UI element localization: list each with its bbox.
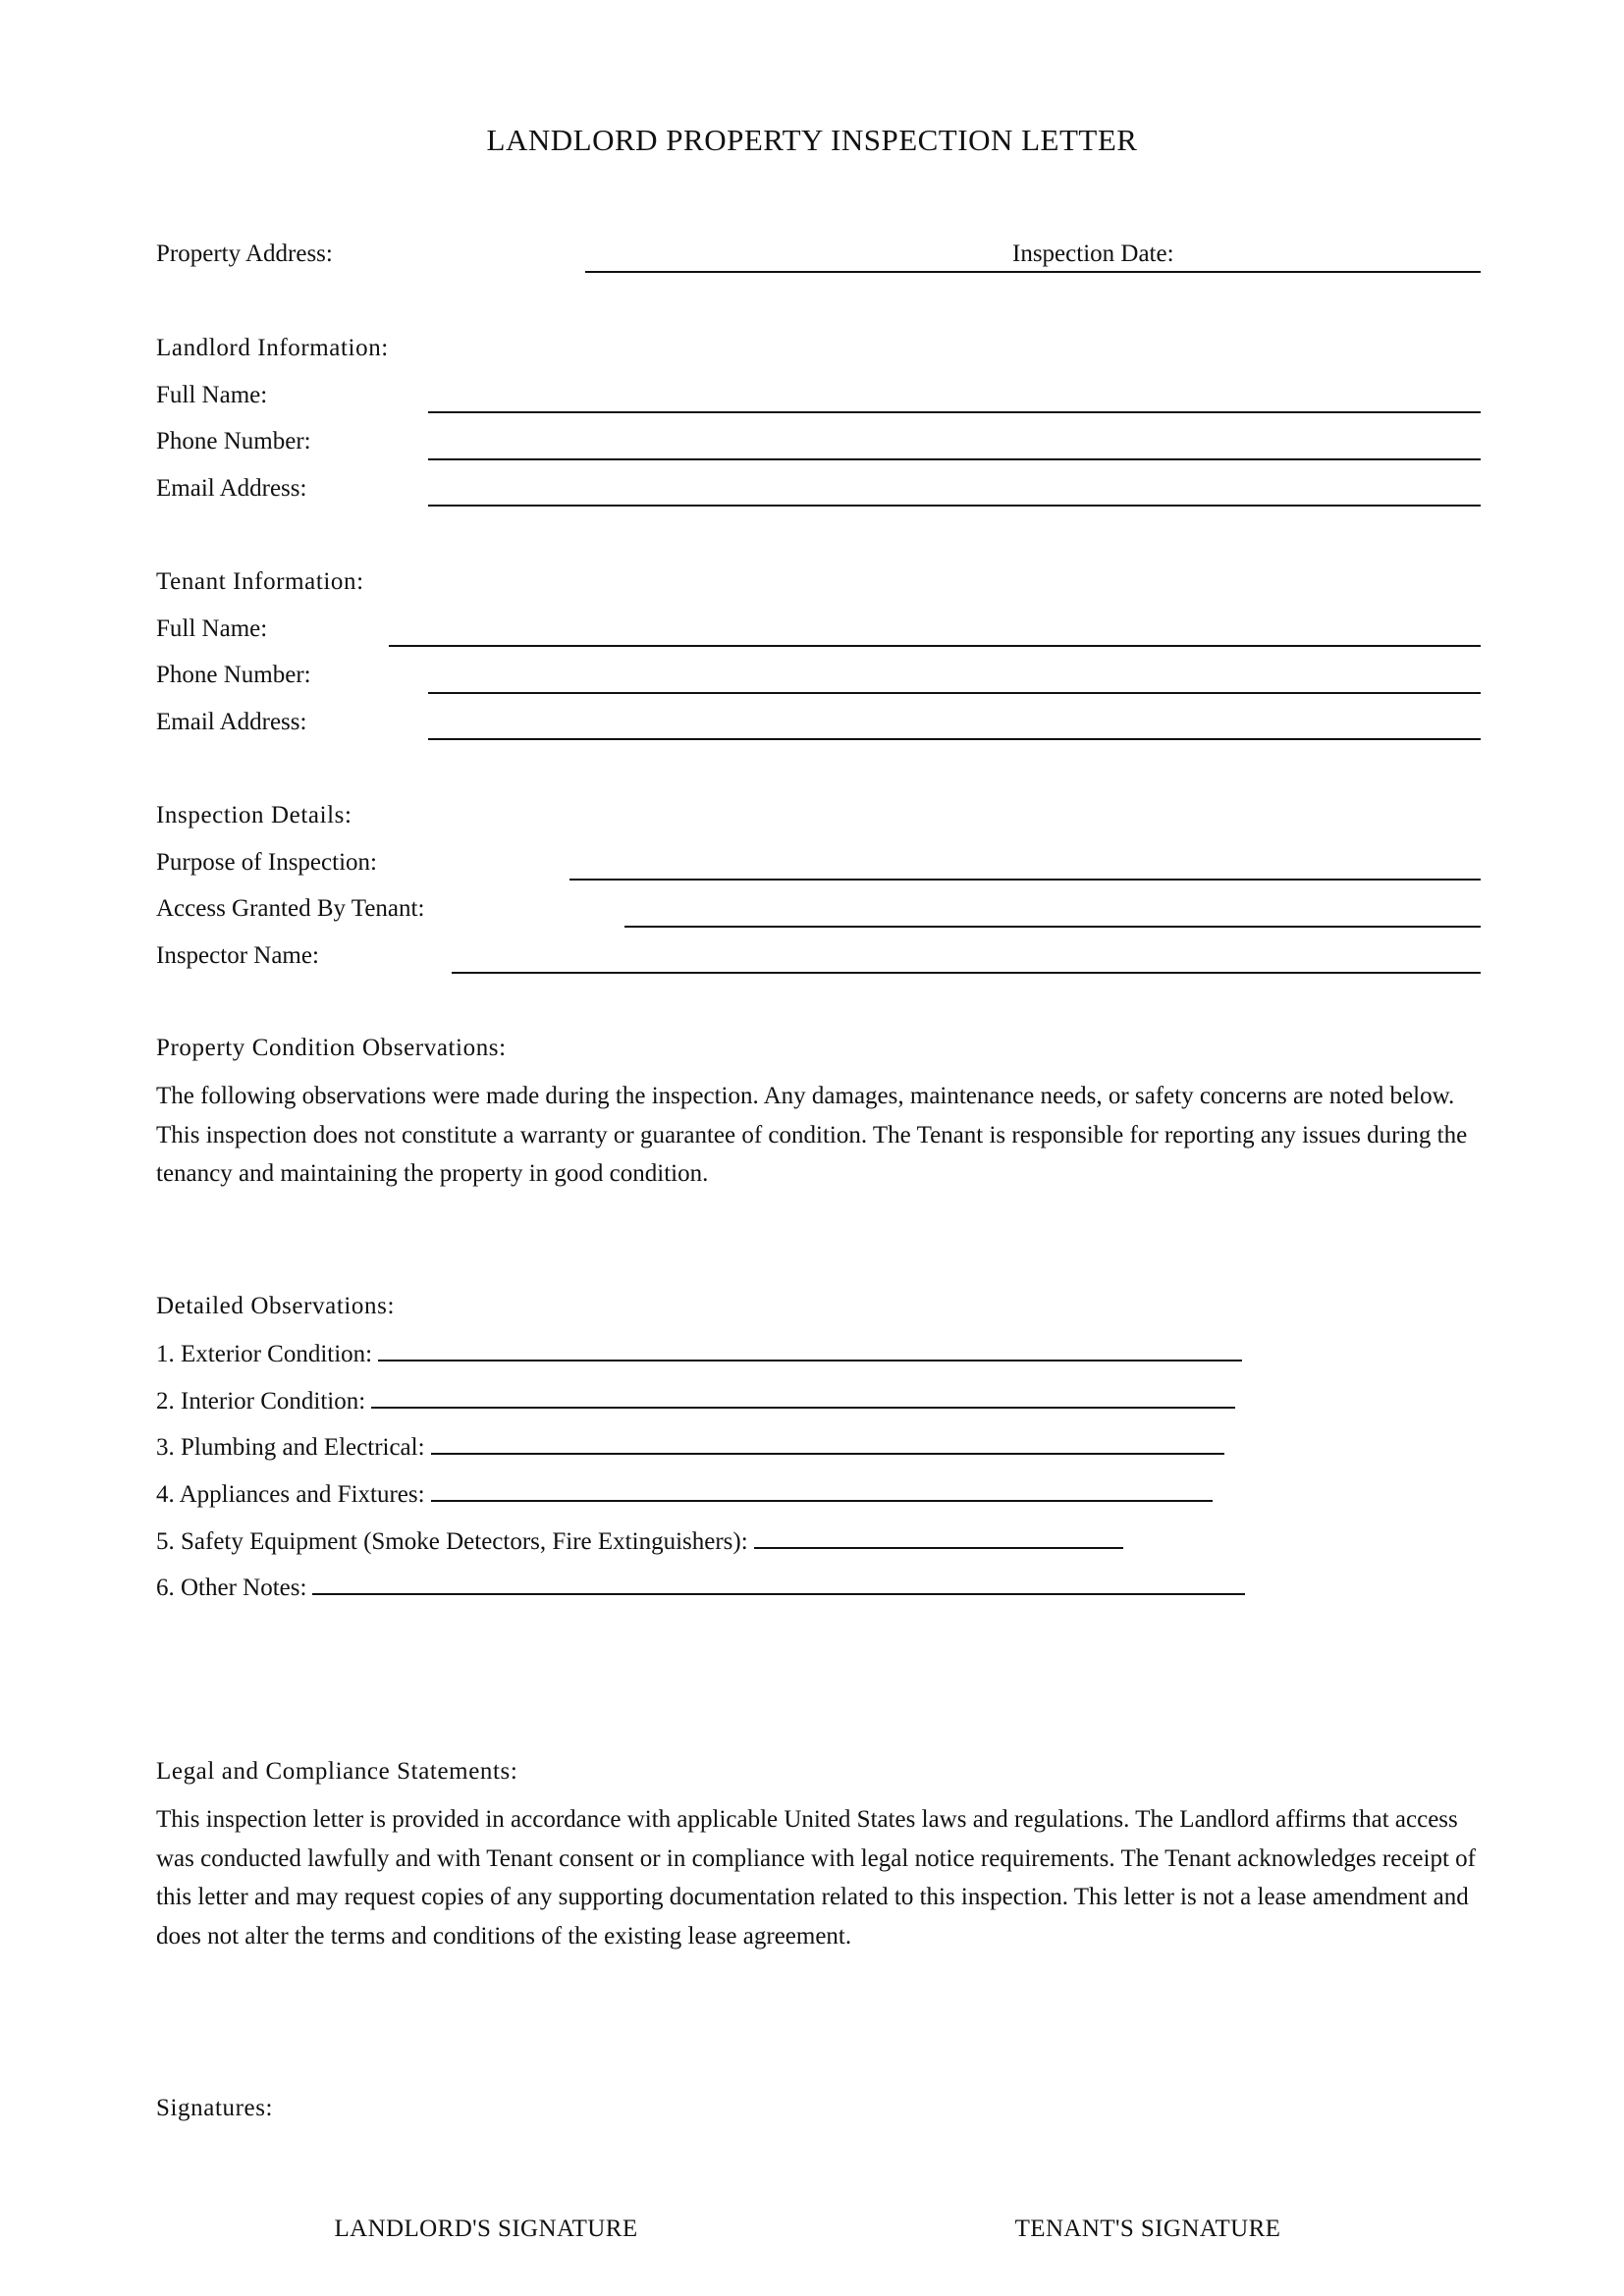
observation-item <box>156 1572 1245 1603</box>
tenant-section-heading: Tenant Information: <box>156 568 364 595</box>
tenant-full-name-field[interactable] <box>389 645 1481 647</box>
tenant-phone-field[interactable] <box>428 692 1481 694</box>
observation-label: 1. Exterior Condition: <box>156 1341 373 1367</box>
condition-paragraph: The following observations were made during the inspection. Any damages, maintenance needs, or safety concerns are noted below. This inspection does not constitute a warranty or guarantee of condition. The Tenant is responsible for reporting any issues during the tenancy and maintaining the property in good condition. <box>156 1083 1468 1187</box>
purpose-field[interactable] <box>569 879 1481 881</box>
legal-heading: Legal and Compliance Statements: <box>156 1758 518 1785</box>
observation-label: 2. Interior Condition: <box>156 1388 366 1415</box>
inspection-details-heading: Inspection Details: <box>156 802 352 828</box>
legal-paragraph: This inspection letter is provided in accordance with applicable United States laws and regulations. The Landlord affirms that access was conducted lawfully and with Tenant consent or in compliance with legal notice requirements. The Tenant acknowledges receipt of this letter and may request copies of any supporting documentation related to this inspection. This letter is not a lease amendment and does not alter the terms and conditions of the existing lease agreement. <box>156 1806 1476 1949</box>
property-address-label: Property Address: <box>156 240 333 267</box>
observation-field-other[interactable] <box>312 1572 1245 1595</box>
tenant-signature-label: TENANT'S SIGNATURE <box>1014 2216 1281 2242</box>
landlord-full-name-field[interactable] <box>428 411 1481 413</box>
observation-label: 4. Appliances and Fixtures: <box>156 1481 425 1508</box>
inspection-date-label: Inspection Date: <box>1012 240 1174 267</box>
property-address-field[interactable] <box>585 271 1481 273</box>
observation-item <box>156 1431 1224 1463</box>
tenant-phone-label: Phone Number: <box>156 662 311 688</box>
observation-item <box>156 1338 1242 1369</box>
inspector-name-label: Inspector Name: <box>156 942 319 969</box>
observation-item <box>156 1385 1235 1416</box>
observation-field-safety[interactable] <box>754 1525 1123 1549</box>
observation-label: 6. Other Notes: <box>156 1575 307 1601</box>
tenant-email-label: Email Address: <box>156 709 307 735</box>
observations-heading: Detailed Observations: <box>156 1293 395 1319</box>
purpose-label: Purpose of Inspection: <box>156 849 377 876</box>
landlord-phone-label: Phone Number: <box>156 428 311 454</box>
condition-heading: Property Condition Observations: <box>156 1035 507 1061</box>
document-title: LANDLORD PROPERTY INSPECTION LETTER <box>486 123 1138 157</box>
landlord-signature-label: LANDLORD'S SIGNATURE <box>334 2216 638 2242</box>
observation-field-appliances[interactable] <box>431 1478 1213 1502</box>
access-granted-label: Access Granted By Tenant: <box>156 895 425 922</box>
access-granted-field[interactable] <box>624 926 1481 928</box>
tenant-email-field[interactable] <box>428 738 1481 740</box>
landlord-email-field[interactable] <box>428 505 1481 507</box>
landlord-full-name-label: Full Name: <box>156 382 268 408</box>
landlord-section-heading: Landlord Information: <box>156 335 389 361</box>
landlord-phone-field[interactable] <box>428 458 1481 460</box>
signatures-heading: Signatures: <box>156 2095 274 2121</box>
observation-field-exterior[interactable] <box>378 1338 1242 1362</box>
landlord-email-label: Email Address: <box>156 475 307 502</box>
observation-field-plumbing[interactable] <box>431 1431 1224 1455</box>
observation-field-interior[interactable] <box>371 1385 1235 1409</box>
observation-label: 5. Safety Equipment (Smoke Detectors, Fire Extinguishers): <box>156 1528 748 1555</box>
observation-item <box>156 1525 1123 1557</box>
observation-item <box>156 1478 1213 1510</box>
tenant-full-name-label: Full Name: <box>156 615 268 642</box>
inspector-name-field[interactable] <box>452 972 1481 974</box>
observation-label: 3. Plumbing and Electrical: <box>156 1434 425 1461</box>
